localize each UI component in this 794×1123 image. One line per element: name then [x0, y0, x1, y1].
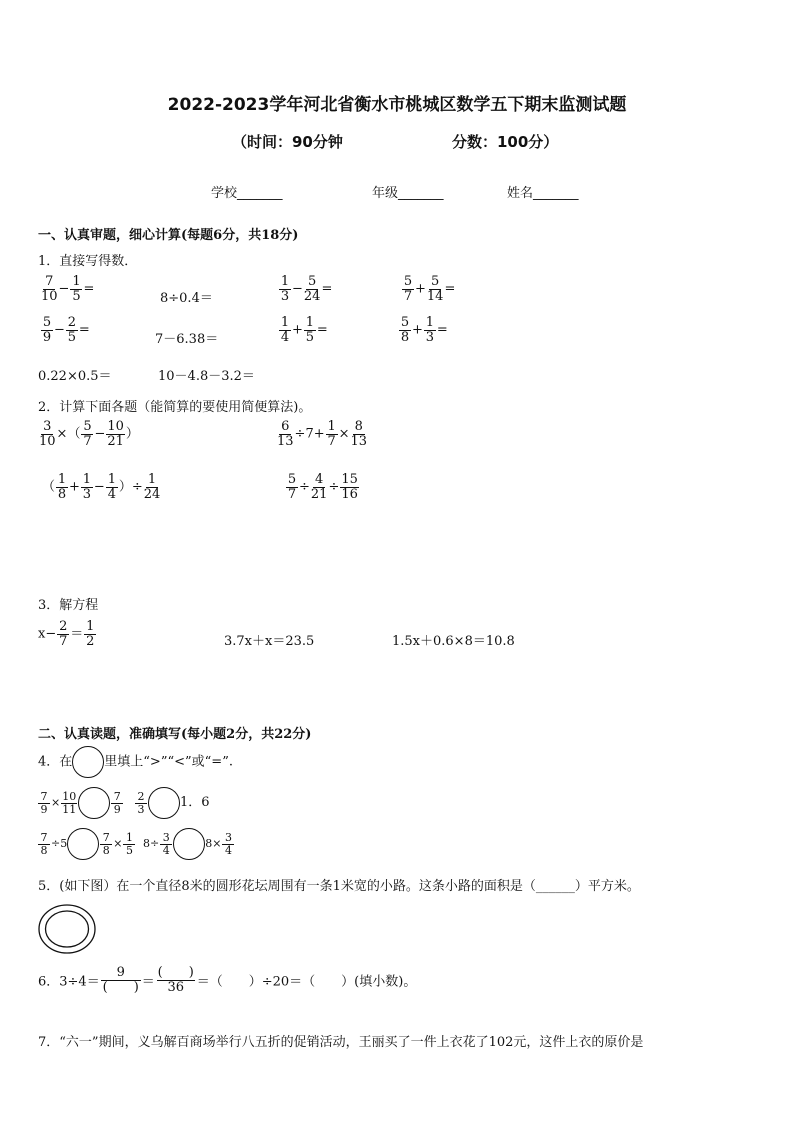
q5-text: 5．(如下图）在一个直径8米的圆形花坛周围有一条1米宽的小路。这条小路的面积是（______）平方米。 [38, 879, 640, 894]
q2-expr-1: $\frac{3}{10}$ ×（ $\frac{5}{7}$ − $\frac{10}{21}$ ） [39, 419, 139, 449]
q3-eq-3: 1.5x＋0.6×8＝10.8 [392, 634, 515, 649]
q1-r3-b: 10－4.8－3.2＝ [158, 369, 255, 384]
q2-expr-2: $\frac{6}{13}$ ÷7+ $\frac{1}{7}$ × $\frac{8}{13}$ [277, 419, 368, 449]
q1-r2-e: $\frac{5}{8}$ + $\frac{1}{3}$ = [400, 315, 448, 345]
q3-eq-1: x− $\frac{2}{7}$ ＝ $\frac{1}{2}$ [38, 619, 95, 649]
section2-title: 二、认真读题，准确填写(每小题2分，共22分) [38, 727, 312, 742]
q1-r2-b: 7－6.38＝ [155, 332, 219, 347]
q1-r3-a: 0.22×0.5＝ [38, 369, 112, 384]
answer-circle[interactable] [78, 787, 110, 819]
q6-line: 6．3÷4＝ $\frac{9}{( )}$ ＝ $\frac{( )}{36}$ ＝（ ）÷20＝（ ）(填小数)。 [38, 965, 417, 995]
q1-title: 1．直接写得数． [38, 254, 138, 269]
q1-r1-a: $\frac{7}{10}$ − $\frac{1}{5}$ = [41, 274, 95, 304]
q2-expr-4: $\frac{5}{7}$ ÷ $\frac{4}{21}$ ÷ $\frac{15}{16}$ [287, 472, 358, 502]
q1-r2-c: $\frac{1}{4}$ + $\frac{1}{5}$ = [280, 315, 328, 345]
q4-title: 4．在 里填上“>”“<”或“=”. [38, 746, 233, 778]
q1-r1-c: $\frac{1}{3}$ − $\frac{5}{24}$ = [280, 274, 333, 304]
answer-circle[interactable] [173, 828, 205, 860]
exam-time: （时间：90分钟 [232, 133, 343, 151]
answer-circle[interactable] [67, 828, 99, 860]
answer-circle[interactable] [72, 746, 104, 778]
q4-item-b: $\frac{2}{3}$ 1．6 [134, 787, 210, 819]
school-field[interactable]: 学校_______ [211, 186, 283, 201]
q6-blank-denominator[interactable]: ( ) [102, 979, 139, 995]
q3-title: 3．解方程 [38, 598, 99, 613]
q2-expr-3: （ $\frac{1}{8}$ + $\frac{1}{3}$ − $\frac{1}{4}$ ）÷ $\frac{1}{24}$ [42, 472, 161, 502]
q6-blank-numerator[interactable]: ( ) [157, 965, 194, 980]
page-title: 2022-2023学年河北省衡水市桃城区数学五下期末监测试题 [167, 95, 627, 115]
q7-text: 7．“六一”期间，义乌解百商场举行八五折的促销活动，王丽买了一件上衣花了102元，这件上衣的原价是 [38, 1035, 644, 1050]
q1-r1-e: $\frac{5}{7}$ + $\frac{5}{14}$ = [403, 274, 456, 304]
q4-item-d: 8÷ $\frac{3}{4}$ 8× $\frac{3}{4}$ [143, 828, 235, 860]
section1-title: 一、认真审题，细心计算(每题6分，共18分) [38, 228, 299, 243]
name-field[interactable]: 姓名_______ [507, 186, 579, 201]
q3-eq-2: 3.7x＋x＝23.5 [224, 634, 315, 649]
q4-item-c: $\frac{7}{8}$ ÷5 $\frac{7}{8}$ × $\frac{1}{5}$ [37, 828, 136, 860]
flowerbed-diagram [38, 903, 98, 959]
q4-item-a: $\frac{7}{9}$ × $\frac{10}{11}$ $\frac{7}{9}$ [37, 787, 124, 819]
q1-r2-a: $\frac{5}{9}$ − $\frac{2}{5}$ = [42, 315, 90, 345]
q1-r1-b: 8÷0.4＝ [160, 291, 213, 306]
exam-score: 分数：100分） [452, 133, 559, 151]
grade-field[interactable]: 年级_______ [372, 186, 444, 201]
q2-title: 2．计算下面各题（能简算的要使用简便算法)。 [38, 400, 312, 415]
answer-circle[interactable] [148, 787, 180, 819]
